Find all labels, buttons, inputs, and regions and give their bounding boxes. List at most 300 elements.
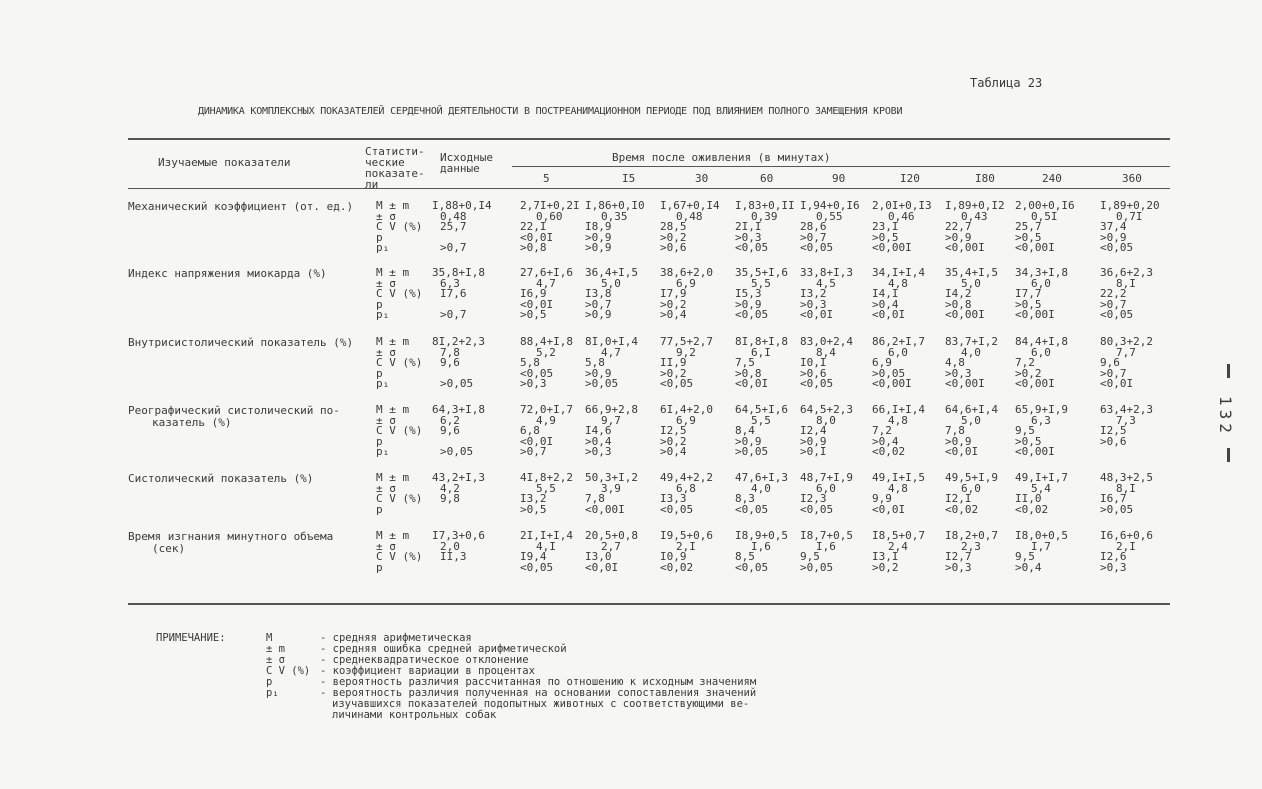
cell-line: <0,05 bbox=[1100, 241, 1134, 255]
stat-labels bbox=[376, 405, 422, 458]
cell-line: 0,5I bbox=[1031, 209, 1058, 223]
cell-line: 84,4+I,8 bbox=[1015, 335, 1068, 348]
cell-line: >0,9 bbox=[585, 230, 612, 244]
cell-line: 48,3+2,5 bbox=[1100, 471, 1153, 484]
cell-line: >0,9 bbox=[945, 230, 972, 244]
cell-line: I8,9 bbox=[585, 220, 612, 234]
cell-line: >0,2 bbox=[660, 297, 687, 311]
cell-line: >0,05 bbox=[800, 560, 834, 574]
value-cell bbox=[585, 531, 638, 584]
cell-line: 28,6 bbox=[800, 220, 827, 234]
cell-line: >0,5 bbox=[520, 502, 547, 516]
cell-line: I3,0 bbox=[585, 550, 612, 564]
cell-line: 37,4 bbox=[1100, 220, 1127, 234]
table-title: ДИНАМИКА КОМПЛЕКСНЫХ ПОКАЗАТЕЛЕЙ СЕРДЕЧНОЙ ДЕЯТЕЛЬНОСТИ В ПОСТРЕАНИМАЦИОННОМ ПЕРИОДЕ ПОД ВЛИЯНИЕМ ПОЛНОГО ЗАМЕЩЕНИЯ КРОВИ bbox=[198, 106, 903, 117]
cell-line bbox=[800, 515, 853, 526]
cell-line: 22,I bbox=[520, 220, 547, 234]
cell-line: I3,3 bbox=[660, 492, 687, 506]
cell-line: >0,7 bbox=[520, 445, 547, 459]
value-cell bbox=[945, 201, 1005, 254]
row-label-line: Время изгнания минутного объема bbox=[128, 530, 334, 543]
cell-line: 8,5 bbox=[735, 550, 755, 564]
cell-line: 0,48 bbox=[440, 209, 467, 223]
header-bottom-rule bbox=[128, 188, 1170, 189]
stat-label: M ± m bbox=[376, 199, 410, 212]
cell-line: 4,9 bbox=[536, 413, 556, 427]
cell-line: 2I,I+I,4 bbox=[520, 529, 573, 542]
note-text: - средняя арифметическая bbox=[320, 632, 472, 644]
note-text: - среднеквадратическое отклонение bbox=[320, 654, 529, 666]
value-cell bbox=[945, 405, 998, 458]
cell-line: 49,I+I,5 bbox=[872, 471, 925, 484]
stat-label: ± σ bbox=[376, 345, 396, 359]
cell-line: I,86+0,I0 bbox=[585, 199, 645, 212]
cell-line: 0,46 bbox=[888, 209, 915, 223]
cell-line: >0,4 bbox=[660, 308, 687, 322]
cell-line: >0,7 bbox=[1100, 366, 1127, 380]
cell-line: 33,8+I,3 bbox=[800, 266, 853, 279]
cell-line: 8,4 bbox=[816, 345, 836, 359]
cell-line: 4I,8+2,2 bbox=[520, 471, 573, 484]
cell-line: I8,0+0,5 bbox=[1015, 529, 1068, 542]
cell-line: I,6 bbox=[816, 539, 836, 553]
cell-line: >0,7 bbox=[800, 230, 827, 244]
row-label-line: (сек) bbox=[152, 542, 186, 555]
cell-line: <0,02 bbox=[1015, 502, 1049, 516]
cell-line: 6,9 bbox=[872, 356, 892, 370]
value-cell bbox=[1015, 405, 1068, 458]
cell-line: 8,I bbox=[1116, 276, 1136, 290]
stat-label: p bbox=[376, 366, 383, 380]
cell-line: >0,3 bbox=[520, 377, 547, 391]
cell-line: >0,8 bbox=[945, 297, 972, 311]
value-cell bbox=[1100, 268, 1153, 321]
row-label bbox=[128, 337, 353, 349]
stat-label: p₁ bbox=[376, 241, 390, 255]
cell-line: 22,2 bbox=[1100, 287, 1127, 301]
value-cell bbox=[872, 473, 925, 526]
cell-line: I8,2+0,7 bbox=[945, 529, 998, 542]
value-cell bbox=[1015, 268, 1068, 321]
value-cell bbox=[520, 337, 573, 390]
note-symbol: ± σ bbox=[266, 654, 285, 666]
cell-line bbox=[1015, 515, 1068, 526]
stat-labels bbox=[376, 201, 422, 254]
cell-line: <0,05 bbox=[735, 308, 769, 322]
time-15: I5 bbox=[622, 172, 636, 185]
stat-label: ± σ bbox=[376, 539, 396, 553]
initial-cell bbox=[432, 473, 485, 526]
cell-line: 9,5 bbox=[800, 550, 820, 564]
value-cell bbox=[945, 473, 998, 526]
cell-line: <0,02 bbox=[945, 502, 979, 516]
cell-line: 9,6 bbox=[440, 356, 460, 370]
value-cell bbox=[585, 201, 645, 254]
cell-line: 7,8 bbox=[440, 345, 460, 359]
cell-line: I9,5+0,6 bbox=[660, 529, 713, 542]
stat-label: ± σ bbox=[376, 276, 396, 290]
value-cell bbox=[735, 405, 788, 458]
row-label bbox=[128, 201, 353, 213]
cell-line: I7,9 bbox=[660, 287, 687, 301]
cell-line: 35,8+I,8 bbox=[432, 266, 485, 279]
cell-line: 5,8 bbox=[585, 356, 605, 370]
cell-line: 6,0 bbox=[961, 481, 981, 495]
cell-line: I6,7 bbox=[1100, 492, 1127, 506]
cell-line bbox=[735, 573, 788, 584]
cell-line: <0,0I bbox=[520, 230, 554, 244]
cell-line: 5,8 bbox=[520, 356, 540, 370]
cell-line: 8I,0+I,4 bbox=[585, 335, 638, 348]
header-stat-line3: показате- bbox=[365, 167, 425, 180]
cell-line: <0,0I bbox=[735, 377, 769, 391]
cell-line: <0,05 bbox=[520, 366, 554, 380]
value-cell bbox=[945, 268, 998, 321]
note-text: - средняя ошибка средней арифметической bbox=[320, 643, 567, 655]
cell-line: 2I,I bbox=[735, 220, 762, 234]
cell-line: 8I,8+I,8 bbox=[735, 335, 788, 348]
cell-line: 5,4 bbox=[1031, 481, 1051, 495]
cell-line: 2,4 bbox=[888, 539, 908, 553]
value-cell bbox=[1015, 201, 1075, 254]
cell-line: >0,3 bbox=[585, 445, 612, 459]
cell-line: <0,05 bbox=[660, 377, 694, 391]
cell-line: 7,8 bbox=[585, 492, 605, 506]
value-cell bbox=[520, 473, 573, 526]
cell-line: >0,5 bbox=[1015, 297, 1042, 311]
row-label-line: Систолический показатель (%) bbox=[128, 472, 314, 485]
cell-line: I2,6 bbox=[1100, 550, 1127, 564]
cell-line: >0,7 bbox=[1100, 297, 1127, 311]
header-indicator: Изучаемые показатели bbox=[158, 156, 291, 169]
cell-line: 47,6+I,3 bbox=[735, 471, 788, 484]
row-label bbox=[128, 268, 327, 280]
cell-line: >0,6 bbox=[660, 241, 687, 255]
cell-line: 7,3 bbox=[1116, 413, 1136, 427]
stat-label: ± σ bbox=[376, 209, 396, 223]
cell-line bbox=[520, 515, 573, 526]
cell-line: 5,5 bbox=[751, 413, 771, 427]
cell-line: 2,I bbox=[1116, 539, 1136, 553]
cell-line: >0,9 bbox=[800, 434, 827, 448]
cell-line: 0,7I bbox=[1116, 209, 1143, 223]
cell-line bbox=[432, 573, 485, 584]
value-cell bbox=[735, 337, 788, 390]
value-cell bbox=[660, 473, 713, 526]
cell-line: <0,05 bbox=[735, 502, 769, 516]
cell-line: 6,0 bbox=[1031, 345, 1051, 359]
cell-line: >0,05 bbox=[1100, 502, 1134, 516]
cell-line: 20,5+0,8 bbox=[585, 529, 638, 542]
cell-line: <0,00I bbox=[1015, 308, 1055, 322]
cell-line: >0,9 bbox=[945, 434, 972, 448]
stat-labels bbox=[376, 337, 422, 390]
cell-line: 2,00+0,I6 bbox=[1015, 199, 1075, 212]
value-cell bbox=[585, 268, 638, 321]
row-label bbox=[128, 531, 333, 555]
cell-line: I5,3 bbox=[735, 287, 762, 301]
cell-line: I,89+0,20 bbox=[1100, 199, 1160, 212]
cell-line: 2,7 bbox=[601, 539, 621, 553]
cell-line: >0,05 bbox=[440, 377, 474, 391]
cell-line: II,9 bbox=[660, 356, 687, 370]
cell-line: 6,8 bbox=[676, 481, 696, 495]
cell-line: 4,8 bbox=[888, 413, 908, 427]
cell-line: >0,4 bbox=[1015, 560, 1042, 574]
cell-line: I2,3 bbox=[800, 492, 827, 506]
cell-line: I2,I bbox=[945, 492, 972, 506]
stat-label: ± σ bbox=[376, 481, 396, 495]
cell-line: I2,4 bbox=[800, 424, 827, 438]
cell-line: 23,I bbox=[872, 220, 899, 234]
value-cell bbox=[872, 268, 925, 321]
cell-line bbox=[1100, 573, 1153, 584]
cell-line: I3,I bbox=[872, 550, 899, 564]
stat-label: p₁ bbox=[376, 377, 390, 391]
table-number: Таблица 23 bbox=[970, 76, 1043, 90]
cell-line: 0,55 bbox=[816, 209, 843, 223]
cell-line: I0,9 bbox=[660, 550, 687, 564]
cell-line: >0,4 bbox=[872, 434, 899, 448]
value-cell bbox=[1015, 473, 1068, 526]
cell-line: 64,5+I,6 bbox=[735, 403, 788, 416]
cell-line: 4,7 bbox=[536, 276, 556, 290]
cell-line: >0,9 bbox=[585, 241, 612, 255]
header-stat-col bbox=[365, 146, 425, 190]
note-continuation-1: изучавшихся показателей подопытных животных с соответствующими ве- bbox=[332, 698, 750, 710]
cell-line: >0,9 bbox=[735, 297, 762, 311]
time-240: 240 bbox=[1042, 172, 1062, 185]
cell-line: <0,00I bbox=[945, 241, 985, 255]
cell-line bbox=[945, 573, 998, 584]
stat-label: C V (%) bbox=[376, 492, 423, 506]
cell-line: 6,I bbox=[751, 345, 771, 359]
cell-line: 9,5 bbox=[1015, 550, 1035, 564]
cell-line bbox=[585, 573, 638, 584]
cell-line: 38,6+2,0 bbox=[660, 266, 713, 279]
cell-line: 5,2 bbox=[536, 345, 556, 359]
time-60: 60 bbox=[760, 172, 774, 185]
cell-line: <0,05 bbox=[800, 502, 834, 516]
cell-line: I9,4 bbox=[520, 550, 547, 564]
cell-line: II,3 bbox=[440, 550, 467, 564]
cell-line: >0,05 bbox=[440, 445, 474, 459]
cell-line bbox=[432, 515, 485, 526]
cell-line: <0,05 bbox=[735, 560, 769, 574]
cell-line: 7,5 bbox=[735, 356, 755, 370]
cell-line: I8,5+0,7 bbox=[872, 529, 925, 542]
cell-line bbox=[872, 573, 925, 584]
cell-line: I,94+0,I6 bbox=[800, 199, 860, 212]
cell-line bbox=[1100, 515, 1153, 526]
note-symbol: p₁ bbox=[266, 687, 279, 699]
stat-label: M ± m bbox=[376, 335, 410, 348]
cell-line: II,0 bbox=[1015, 492, 1042, 506]
cell-line: I,83+0,II bbox=[735, 199, 795, 212]
cell-line: <0,05 bbox=[735, 241, 769, 255]
cell-line: I4,2 bbox=[945, 287, 972, 301]
cell-line: >0,5 bbox=[872, 230, 899, 244]
cell-line bbox=[1100, 447, 1153, 458]
header-initial-line2: данные bbox=[440, 162, 480, 175]
value-cell bbox=[872, 531, 925, 584]
cell-line: 7,7 bbox=[1116, 345, 1136, 359]
cell-line: 2,3 bbox=[961, 539, 981, 553]
cell-line: 4,7 bbox=[601, 345, 621, 359]
cell-line: I,89+0,I2 bbox=[945, 199, 1005, 212]
value-cell bbox=[520, 405, 573, 458]
cell-line: 9,8 bbox=[440, 492, 460, 506]
cell-line: <0,00I bbox=[872, 377, 912, 391]
cell-line: 83,0+2,4 bbox=[800, 335, 853, 348]
cell-line: 28,5 bbox=[660, 220, 687, 234]
value-cell bbox=[872, 405, 925, 458]
stat-label: C V (%) bbox=[376, 550, 423, 564]
cell-line: 4,8 bbox=[888, 481, 908, 495]
cell-line: 35,5+I,6 bbox=[735, 266, 788, 279]
cell-line: 86,2+I,7 bbox=[872, 335, 925, 348]
note-symbol: M bbox=[266, 632, 273, 644]
cell-line: 49,5+I,9 bbox=[945, 471, 998, 484]
cell-line: 80,3+2,2 bbox=[1100, 335, 1153, 348]
value-cell bbox=[945, 531, 998, 584]
note-text: - коэффициент вариации в процентах bbox=[320, 665, 535, 677]
value-cell bbox=[800, 405, 853, 458]
cell-line: >0,4 bbox=[660, 445, 687, 459]
time-90: 90 bbox=[832, 172, 846, 185]
stat-label: M ± m bbox=[376, 471, 410, 484]
cell-line: 63,4+2,3 bbox=[1100, 403, 1153, 416]
cell-line: <0,00I bbox=[945, 308, 985, 322]
cell-line: I0,I bbox=[800, 356, 827, 370]
cell-line: <0,02 bbox=[660, 560, 694, 574]
value-cell bbox=[1100, 405, 1153, 458]
value-cell bbox=[585, 473, 638, 526]
cell-line: 49,4+2,2 bbox=[660, 471, 713, 484]
note-continuation-2: личинами контрольных собак bbox=[332, 709, 497, 721]
cell-line: 4,8 bbox=[888, 276, 908, 290]
stat-label: p bbox=[376, 230, 383, 244]
cell-line: 43,2+I,3 bbox=[432, 471, 485, 484]
time-5: 5 bbox=[543, 172, 550, 185]
cell-line: 27,6+I,6 bbox=[520, 266, 573, 279]
stat-label: C V (%) bbox=[376, 424, 423, 438]
cell-line bbox=[660, 573, 713, 584]
value-cell bbox=[660, 405, 713, 458]
row-label bbox=[128, 405, 340, 429]
cell-line: 6,3 bbox=[1031, 413, 1051, 427]
cell-line: 2,I bbox=[676, 539, 696, 553]
cell-line: <0,00I bbox=[945, 377, 985, 391]
cell-line: 25,7 bbox=[1015, 220, 1042, 234]
header-stat-line1: Статисти- bbox=[365, 145, 425, 158]
initial-cell bbox=[432, 201, 492, 254]
cell-line: >0,5 bbox=[1015, 230, 1042, 244]
cell-line: 66,I+I,4 bbox=[872, 403, 925, 416]
value-cell bbox=[660, 201, 720, 254]
value-cell bbox=[1015, 531, 1068, 584]
cell-line: 8I,2+2,3 bbox=[432, 335, 485, 348]
cell-line bbox=[945, 515, 998, 526]
cell-line: <0,00I bbox=[1015, 377, 1055, 391]
cell-line: 8,4 bbox=[735, 424, 755, 438]
bottom-rule bbox=[128, 603, 1170, 605]
cell-line: 4,5 bbox=[816, 276, 836, 290]
cell-line bbox=[735, 515, 788, 526]
stat-label: ± σ bbox=[376, 413, 396, 427]
margin-dash-top bbox=[1227, 364, 1230, 378]
note-symbol: p bbox=[266, 676, 273, 688]
cell-line: >0,5 bbox=[520, 308, 547, 322]
cell-line: 3,9 bbox=[601, 481, 621, 495]
value-cell bbox=[800, 473, 853, 526]
time-120: I20 bbox=[900, 172, 920, 185]
cell-line: 8,0 bbox=[816, 413, 836, 427]
stat-labels bbox=[376, 531, 422, 573]
cell-line bbox=[1015, 573, 1068, 584]
cell-line: I7,7 bbox=[1015, 287, 1042, 301]
cell-line: >0,2 bbox=[872, 560, 899, 574]
time-180: I80 bbox=[975, 172, 995, 185]
cell-line: >0,4 bbox=[872, 297, 899, 311]
cell-line: <0,0I bbox=[872, 502, 906, 516]
cell-line: 4,0 bbox=[961, 345, 981, 359]
value-cell bbox=[660, 337, 713, 390]
cell-line: <0,0I bbox=[945, 445, 979, 459]
cell-line bbox=[872, 515, 925, 526]
cell-line: 9,6 bbox=[440, 424, 460, 438]
cell-line: <0,0I bbox=[520, 297, 554, 311]
cell-line: >0,5 bbox=[1015, 434, 1042, 448]
cell-line: 4,I bbox=[536, 539, 556, 553]
cell-line: 65,9+I,9 bbox=[1015, 403, 1068, 416]
cell-line: >0,9 bbox=[735, 434, 762, 448]
row-label-line: Реографический систолический по- bbox=[128, 404, 340, 417]
cell-line: 0,60 bbox=[536, 209, 563, 223]
note-text: - вероятность различия рассчитанная по отношению к исходным значениям bbox=[320, 676, 757, 688]
cell-line: 0,43 bbox=[961, 209, 988, 223]
cell-line: 25,7 bbox=[440, 220, 467, 234]
header-stat-line2: ческие bbox=[365, 156, 405, 169]
initial-cell bbox=[432, 531, 485, 584]
cell-line: 48,7+I,9 bbox=[800, 471, 853, 484]
cell-line: >0,3 bbox=[945, 560, 972, 574]
cell-line: I2,5 bbox=[1100, 424, 1127, 438]
cell-line: 2,7I+0,2I bbox=[520, 199, 580, 212]
cell-line: <0,02 bbox=[872, 445, 906, 459]
stat-label: p bbox=[376, 560, 383, 574]
stat-label: M ± m bbox=[376, 403, 410, 416]
cell-line: I7,3+0,6 bbox=[432, 529, 485, 542]
cell-line: I6,9 bbox=[520, 287, 547, 301]
stat-label: p bbox=[376, 434, 383, 448]
header-initial bbox=[440, 152, 493, 174]
initial-cell bbox=[432, 405, 485, 458]
cell-line: I6,6+0,6 bbox=[1100, 529, 1153, 542]
cell-line: <0,0I bbox=[872, 308, 906, 322]
stat-label: p₁ bbox=[376, 445, 390, 459]
value-cell bbox=[735, 531, 788, 584]
cell-line: I,88+0,I4 bbox=[432, 199, 492, 212]
cell-line: >0,7 bbox=[585, 297, 612, 311]
value-cell bbox=[520, 531, 573, 584]
cell-line: 6,8 bbox=[520, 424, 540, 438]
cell-line: 7,2 bbox=[872, 424, 892, 438]
cell-line: 4,2 bbox=[440, 481, 460, 495]
cell-line: I,7 bbox=[1031, 539, 1051, 553]
stat-labels bbox=[376, 268, 422, 321]
cell-line: 64,3+I,8 bbox=[432, 403, 485, 416]
